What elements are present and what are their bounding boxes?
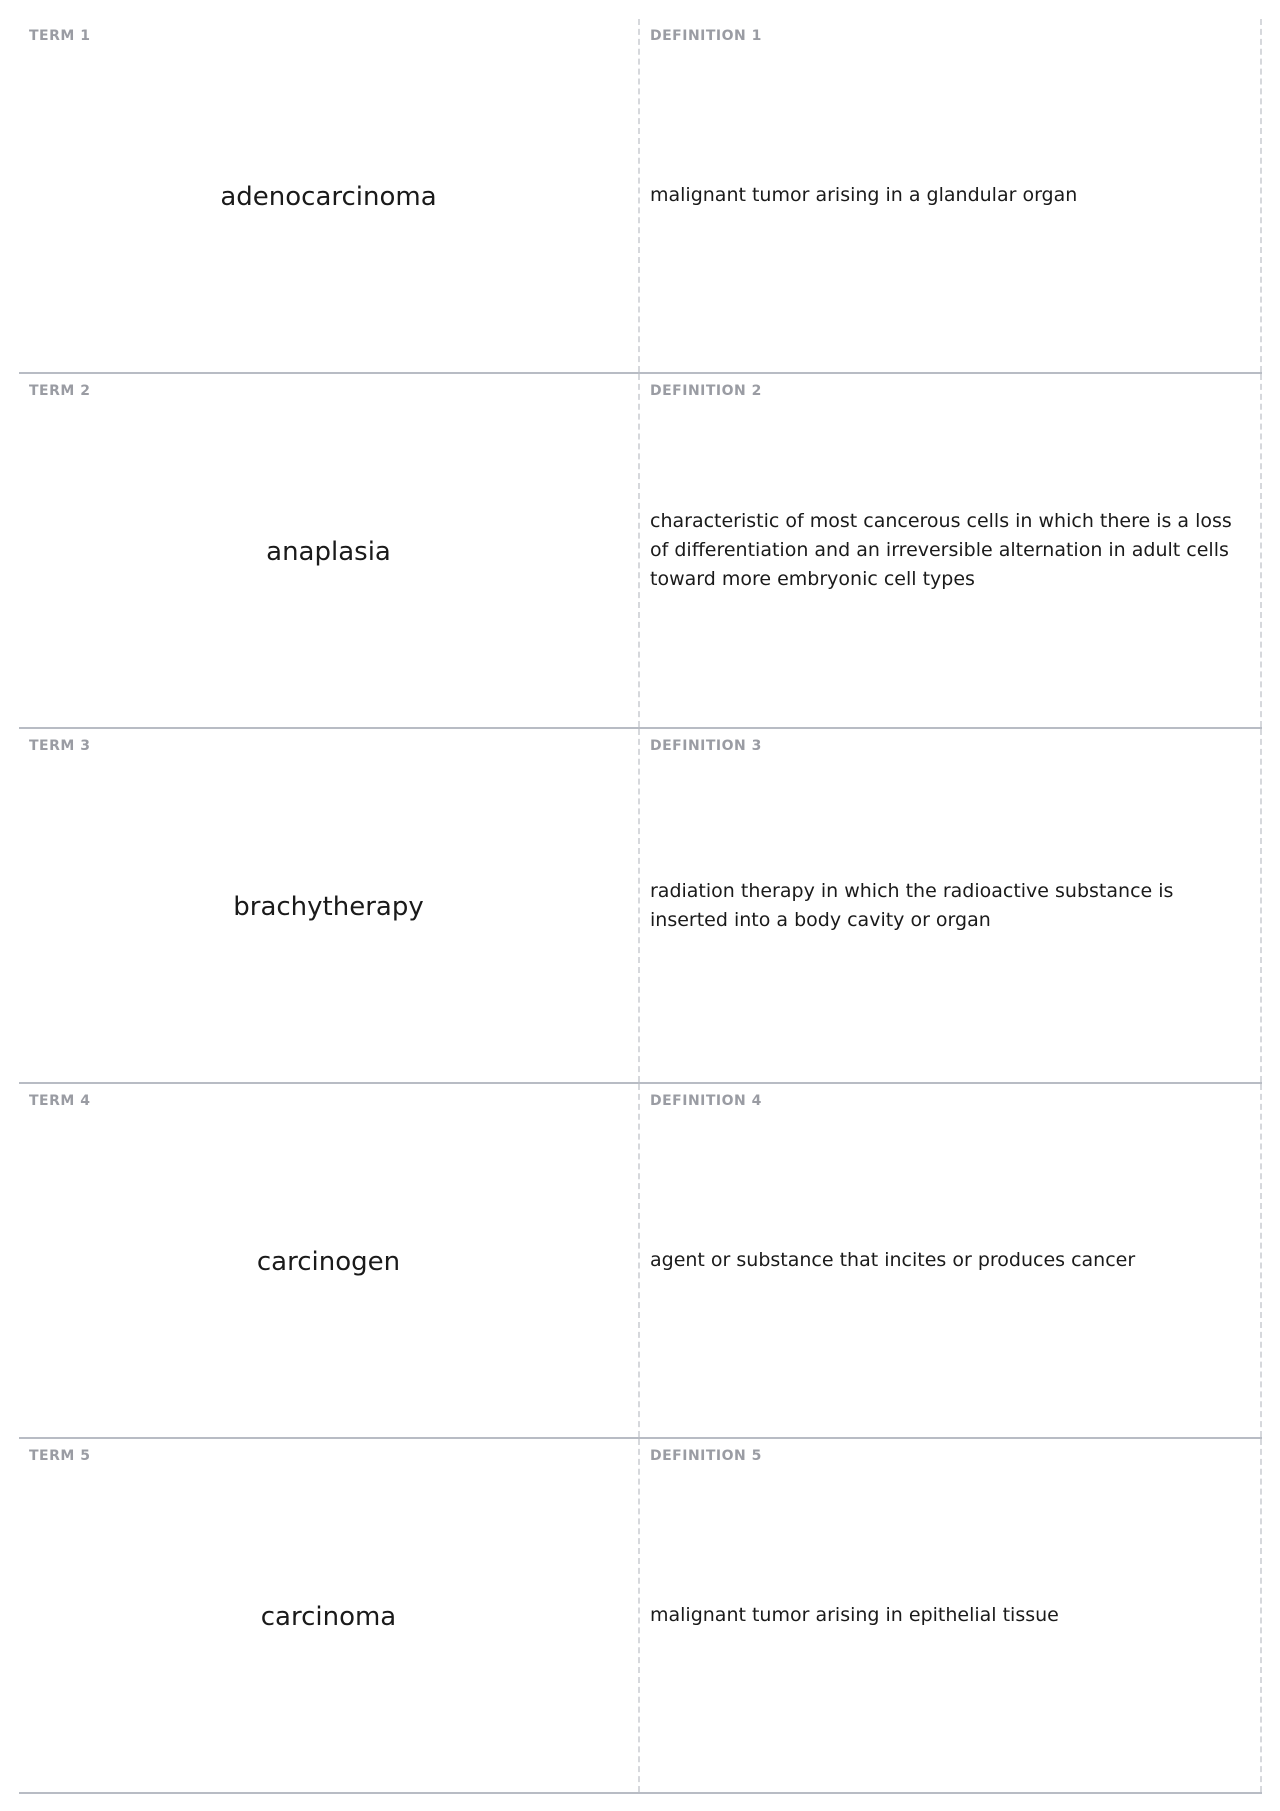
term-cell [19,729,640,1082]
flashcard-row [19,729,1262,1084]
term-text: brachytherapy [233,891,424,922]
definition-cell [640,1439,1262,1792]
definition-cell [640,374,1262,727]
term-cell [19,1439,640,1792]
definition-text: malignant tumor arising in epithelial tissue [650,1604,1059,1626]
flashcard-row [19,1084,1262,1439]
term-cell [19,19,640,372]
term-label: TERM 2 [29,383,91,399]
term-label: TERM 1 [29,28,91,44]
definition-text: characteristic of most cancerous cells in which there is a loss of differentiation and an irreversible alternation in adult cells toward more embryonic cell types [650,510,1232,590]
term-label: TERM 4 [29,1093,91,1109]
term-label: TERM 3 [29,738,91,754]
term-cell [19,1084,640,1437]
term-text: anaplasia [266,536,391,567]
term-text: adenocarcinoma [220,181,437,212]
flashcard-row [19,374,1262,729]
term-text: carcinoma [260,1601,397,1632]
definition-text: radiation therapy in which the radioactive substance is inserted into a body cavity or organ [650,879,1174,931]
definition-cell [640,1084,1262,1437]
definition-label: DEFINITION 3 [650,738,762,754]
flashcard-row [19,1439,1262,1794]
definition-label: DEFINITION 2 [650,383,762,399]
flashcard-sheet [19,19,1262,1796]
term-text: carcinogen [256,1246,401,1277]
definition-cell [640,729,1262,1082]
term-cell [19,374,640,727]
flashcard-row [19,19,1262,374]
definition-text: malignant tumor arising in a glandular organ [650,184,1078,206]
definition-label: DEFINITION 1 [650,28,762,44]
definition-cell [640,19,1262,372]
definition-label: DEFINITION 4 [650,1093,762,1109]
definition-text: agent or substance that incites or produces cancer [650,1249,1136,1271]
term-label: TERM 5 [29,1448,91,1464]
definition-label: DEFINITION 5 [650,1448,762,1464]
